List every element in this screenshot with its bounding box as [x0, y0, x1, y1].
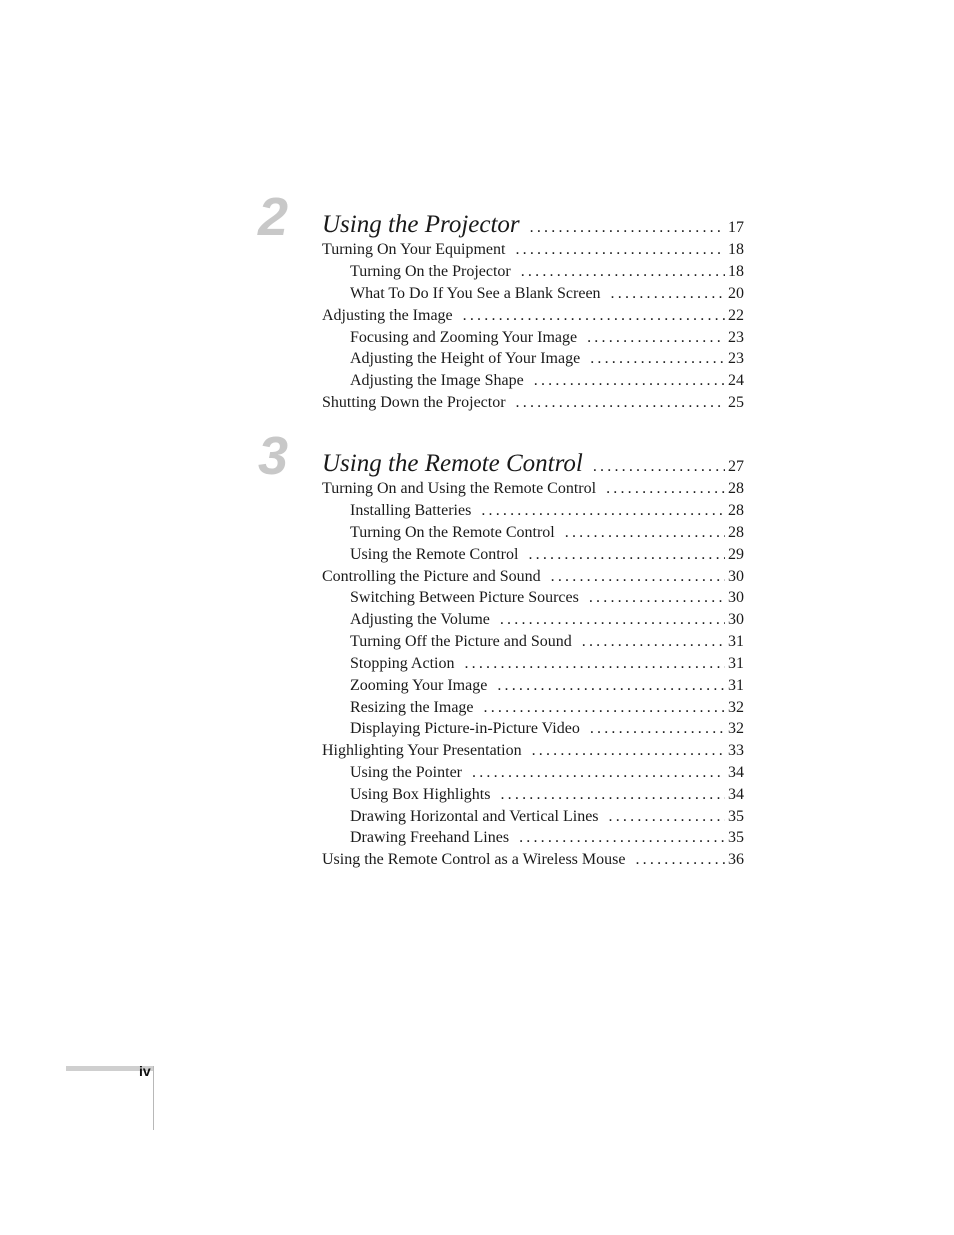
dot-leader: [590, 718, 725, 740]
dot-leader: [534, 370, 725, 392]
chapter-number: 3: [258, 426, 289, 486]
toc-page-number: 28: [728, 502, 744, 519]
toc-page-number: 22: [728, 307, 744, 324]
toc-entry[interactable]: [322, 478, 744, 500]
page-folio: iv: [139, 1063, 151, 1079]
toc-entry-label: Controlling the Picture and Sound: [322, 568, 541, 585]
dot-leader: [519, 827, 725, 849]
dot-leader: [582, 631, 725, 653]
toc-page-number: 28: [728, 480, 744, 497]
toc-subentry[interactable]: [350, 631, 744, 653]
toc-page-number: 20: [728, 285, 744, 302]
dot-leader: [589, 587, 725, 609]
toc-page-number: 30: [728, 611, 744, 628]
toc-entry-label: Displaying Picture-in-Picture Video: [350, 720, 580, 737]
toc-entry-label: Adjusting the Volume: [350, 611, 490, 628]
toc-subentry[interactable]: [350, 697, 744, 719]
toc-subentry[interactable]: [350, 544, 744, 566]
toc-page-number: 32: [728, 720, 744, 737]
toc-entry-label: Highlighting Your Presentation: [322, 742, 522, 759]
toc-page-number: 18: [728, 263, 744, 280]
toc-entry-label: Turning On the Remote Control: [350, 524, 555, 541]
toc-subentry[interactable]: [350, 762, 744, 784]
toc-entry[interactable]: [322, 740, 744, 762]
toc-entry-label: Installing Batteries: [350, 502, 472, 519]
toc-page-number: 30: [728, 568, 744, 585]
toc-entry-label: Turning On Your Equipment: [322, 241, 506, 258]
toc-subentry[interactable]: [350, 718, 744, 740]
dot-leader: [500, 609, 725, 631]
toc-entry[interactable]: [322, 239, 744, 261]
toc-entry-label: Adjusting the Height of Your Image: [350, 350, 581, 367]
dot-leader: [481, 500, 725, 522]
dot-leader: [515, 239, 725, 261]
toc-subentry[interactable]: [350, 609, 744, 631]
toc-subentry[interactable]: [350, 827, 744, 849]
dot-leader: [497, 675, 725, 697]
toc-entry-label: What To Do If You See a Blank Screen: [350, 285, 601, 302]
toc-entry-label: Shutting Down the Projector: [322, 394, 506, 411]
toc-page-number: 31: [728, 655, 744, 672]
toc-entry[interactable]: [322, 305, 744, 327]
toc-page-number: 25: [728, 394, 744, 411]
dot-leader: [528, 544, 725, 566]
dot-leader: [587, 327, 725, 349]
toc-entry-label: Drawing Horizontal and Vertical Lines: [350, 808, 599, 825]
dot-leader: [500, 784, 725, 806]
toc-entry-label: Stopping Action: [350, 655, 455, 672]
toc-page-number: 34: [728, 786, 744, 803]
toc-subentry[interactable]: [350, 784, 744, 806]
toc-page-number: 33: [728, 742, 744, 759]
toc-page-number: 35: [728, 829, 744, 846]
dot-leader: [472, 762, 725, 784]
dot-leader: [611, 283, 725, 305]
chapter-number: 2: [258, 187, 289, 247]
toc-subentry[interactable]: [350, 587, 744, 609]
toc-page-number: 32: [728, 699, 744, 716]
toc-entry-label: Using the Remote Control: [350, 546, 519, 563]
toc-page-number: 23: [728, 329, 744, 346]
toc-page-number: 23: [728, 350, 744, 367]
toc-subentry[interactable]: [350, 261, 744, 283]
toc-page-number: 35: [728, 808, 744, 825]
toc-page-number: 18: [728, 241, 744, 258]
toc-entry-label: Zooming Your Image: [350, 677, 488, 694]
toc-subentry[interactable]: [350, 370, 744, 392]
toc-entry-label: Resizing the Image: [350, 699, 474, 716]
toc-entry-label: Turning On the Projector: [350, 263, 511, 280]
toc-entry-label: Using the Remote Control as a Wireless Mouse: [322, 851, 626, 868]
dot-leader: [565, 522, 725, 544]
toc-entry-label: Using Box Highlights: [350, 786, 491, 803]
dot-leader: [463, 305, 725, 327]
toc-title-label: Using the Projector: [322, 211, 520, 238]
dot-leader: [516, 392, 725, 414]
toc-entry[interactable]: [322, 849, 744, 871]
toc-entry-label: Focusing and Zooming Your Image: [350, 329, 578, 346]
toc-subentry[interactable]: [350, 522, 744, 544]
dot-leader: [521, 261, 725, 283]
toc-subentry[interactable]: [350, 500, 744, 522]
toc-page-number: 29: [728, 546, 744, 563]
dot-leader: [532, 740, 725, 762]
toc-entry-label: Drawing Freehand Lines: [350, 829, 510, 846]
toc-entry[interactable]: [322, 392, 744, 414]
toc-entry-label: Using the Pointer: [350, 764, 462, 781]
toc-page-number: 30: [728, 589, 744, 606]
toc-page-number: 17: [728, 219, 744, 236]
toc-page-number: 28: [728, 524, 744, 541]
toc-page-number: 31: [728, 633, 744, 650]
dot-leader: [551, 566, 725, 588]
toc-subentry[interactable]: [350, 283, 744, 305]
dot-leader: [590, 348, 725, 370]
toc-entry-label: Turning On and Using the Remote Control: [322, 480, 597, 497]
dot-leader: [609, 806, 725, 828]
footer-vertical-rule: [153, 1066, 154, 1130]
toc-title-label: Using the Remote Control: [322, 450, 583, 477]
toc-entry-label: Adjusting the Image Shape: [350, 372, 524, 389]
toc-page-number: 34: [728, 764, 744, 781]
toc-subentry[interactable]: [350, 327, 744, 349]
toc-subentry[interactable]: [350, 653, 744, 675]
toc-page-number: 36: [728, 851, 744, 868]
dot-leader: [464, 653, 725, 675]
toc-entry-label: Turning Off the Picture and Sound: [350, 633, 572, 650]
toc-entry-label: Switching Between Picture Sources: [350, 589, 579, 606]
toc-entry-label: Adjusting the Image: [322, 307, 453, 324]
toc-entry[interactable]: [322, 566, 744, 588]
toc-page-number: 24: [728, 372, 744, 389]
dot-leader: [635, 849, 725, 871]
dot-leader: [606, 478, 725, 500]
toc-page-number: 27: [728, 458, 744, 475]
toc-subentry[interactable]: [350, 348, 744, 370]
toc-page-number: 31: [728, 677, 744, 694]
toc-subentry[interactable]: [350, 675, 744, 697]
toc-subentry[interactable]: [350, 806, 744, 828]
dot-leader: [484, 697, 725, 719]
